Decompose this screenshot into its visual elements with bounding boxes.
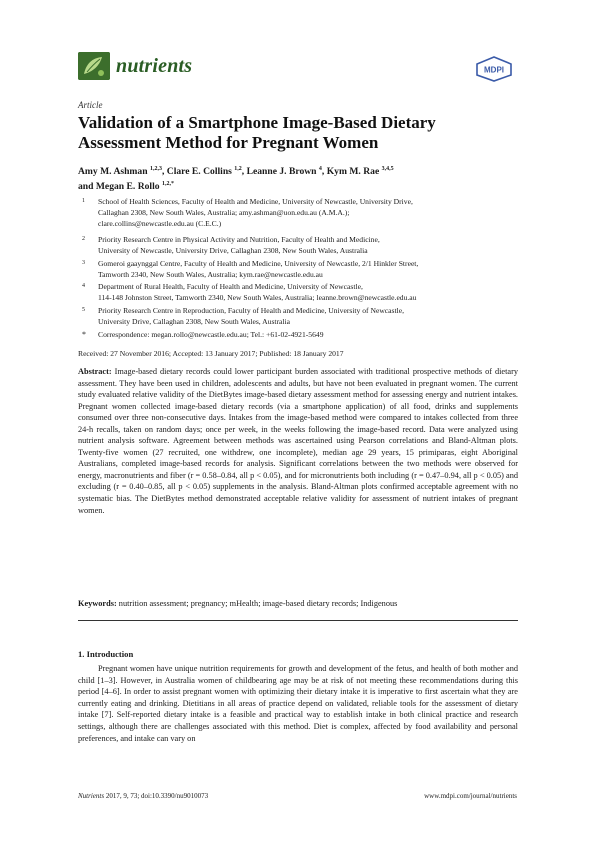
affiliation-number: 4 [82, 283, 85, 289]
journal-logo [78, 52, 192, 80]
affiliation-line: University Drive, Callaghan 2308, New South Wales, Australia [98, 317, 291, 326]
author-list: Amy M. Ashman $^{1,2,3}$, Clare E. Collins $^{1,2}$, Leanne J. Brown $^4$, Kym M. Rae $^{3,4,5}$ and Megan E. Rollo $^{1,2,*}$ [78, 166, 394, 193]
author-name: Kym M. Rae [326, 166, 380, 178]
footer-journal: Nutrients [78, 792, 105, 800]
journal-name: nutrients [116, 54, 193, 77]
abstract-label: Abstract: [78, 367, 112, 376]
affiliation-line: Priority Research Centre in Physical Activity and Nutrition, Faculty of Health and Medicine, [98, 235, 380, 244]
affiliation-number: * [82, 330, 86, 339]
publication-dates: Received: 27 November 2016; Accepted: 13 January 2017; Published: 18 January 2017 [78, 349, 344, 358]
abstract [78, 366, 518, 516]
section-heading: 1. Introduction [78, 649, 134, 659]
intro-paragraph: Pregnant women have unique nutrition requirements for growth and development of the fetus, and health of both mother and child [1–3]. However, in Australia women of childbearing age may be at risk of not meeting these recommendations during this period [4–6]. In order to assist pregnant women with optimizing their dietary intake it is imperative to first ascertain what they are currently eating and drinking. Dietitians in all areas of practice depend on validated, reliable tools for the assessment of dietary intake [7]. Self-reported dietary intake is a feasible and practical way to establish intake in both clinical practice and research settings, although there are challenges associated with this method. Diet is complex, affected by food availability and personal preferences, and intake can vary on [78, 664, 518, 743]
footer-url[interactable]: www.mdpi.com/journal/nutrients [424, 792, 517, 800]
affiliation-line: Correspondence: megan.rollo@newcastle.edu.au; Tel.: +61-02-4921-5649 [98, 330, 324, 339]
correspondence [78, 329, 528, 340]
affiliation-item [78, 305, 528, 327]
footer-doi: 2017, 9, 73; doi:10.3390/nu9010073 [105, 792, 209, 800]
affiliation-number: 3 [82, 260, 85, 266]
footer-citation [78, 792, 208, 800]
affiliation-line: Callaghan 2308, New South Wales, Australia; amy.ashman@uon.edu.au (A.M.A.); [98, 208, 350, 217]
affiliation-line: Tamworth 2340, New South Wales, Australia; kym.rae@newcastle.edu.au [98, 270, 323, 279]
author-name: Leanne J. Brown [246, 166, 317, 178]
author-affil-sup: 4 [318, 166, 322, 172]
affiliation-number: 1 [82, 198, 85, 204]
affiliation-item [78, 258, 528, 280]
affiliation-line: Department of Rural Health, Faculty of Health and Medicine, University of Newcastle, [98, 282, 363, 291]
author-affil-sup: 1,2 [234, 166, 242, 172]
abstract-text: Image-based dietary records could lower participant burden associated with traditional prospective methods of dietary assessment. They have been used in children, adolescents and adults, but have not been evaluated in pregnant women. The current study evaluated relative validity of the DietBytes image-based dietary assessment method for assessing energy and nutrient intakes. Pregnant women collected image-based dietary records (via a smartphone application) of all food, drinks and supplements consumed over three non-consecutive days. Intakes from the image-based method were compared to intakes collected from three 24-h recalls, taken on random days; once per week, in the weeks following the image-based record. Data were analyzed using nutrient analysis software. Agreement between methods was ascertained using Pearson correlations and Bland-Altman plots. Twenty-five women (27 recruited, one withdrew, one incomplete), median age 29 years, 15 primiparas, eight Aboriginal Australians, completed image-based records for analysis. Significant correlations between the two methods were observed for energy, macronutrients and fiber (r = 0.58–0.84, all p < 0.05), and for micronutrients both including (r = 0.47–0.94, all p < 0.05) and excluding (r = 0.40–0.85, all p < 0.05) supplements in the analysis. Bland-Altman plots confirmed acceptable agreement with no systematic bias. The DietBytes method demonstrated acceptable relative validity for assessment of nutrient intakes of pregnant women. [78, 367, 519, 515]
affiliation-line: School of Health Sciences, Faculty of Health and Medicine, University of Newcastle, University Drive, [98, 197, 413, 206]
affiliation-line: Gomeroi gaaynggal Centre, Faculty of Health and Medicine, University of Newcastle, 2/1 Hinkler Street, [98, 259, 419, 268]
keywords-text: nutrition assessment; pregnancy; mHealth; image-based dietary records; Indigenous [118, 599, 398, 608]
keywords [78, 598, 518, 609]
author-name: Clare E. Collins [166, 166, 232, 178]
author-name: Amy M. Ashman [78, 166, 148, 178]
article-type: Article [78, 100, 103, 110]
affiliation-item [78, 281, 528, 303]
keywords-label: Keywords: [78, 599, 117, 608]
affiliation-item [78, 234, 528, 256]
affiliation-line: Priority Research Centre in Reproduction, Faculty of Health and Medicine, University of Newcastle, [98, 306, 404, 315]
affiliation-number: 2 [82, 236, 85, 242]
affiliation-line: 114-148 Johnston Street, Tamworth 2340, New South Wales, Australia; leanne.brown@newcastle.edu.au [98, 293, 417, 302]
affiliation-number: 5 [82, 307, 85, 313]
affiliation-item [78, 196, 528, 229]
mdpi-logo-icon [474, 56, 514, 82]
author-affil-sup: 1,2,3 [149, 166, 162, 172]
author-affil-sup: 1,2,* [161, 181, 174, 188]
mdpi-logo-text: MDPI [484, 65, 504, 75]
author-affil-sup: 3,4,5 [381, 166, 394, 172]
section-divider [78, 620, 518, 621]
affiliation-line: clare.collins@newcastle.edu.au (C.E.C.) [98, 219, 222, 228]
journal-logo-icon [78, 52, 110, 80]
author-name: Megan E. Rollo [95, 181, 160, 193]
affiliation-line: University of Newcastle, University Drive, Callaghan 2308, New South Wales, Australia [98, 246, 368, 255]
paper-title: Validation of a Smartphone Image-Based Dietary Assessment Method for Pregnant Women [78, 113, 436, 152]
